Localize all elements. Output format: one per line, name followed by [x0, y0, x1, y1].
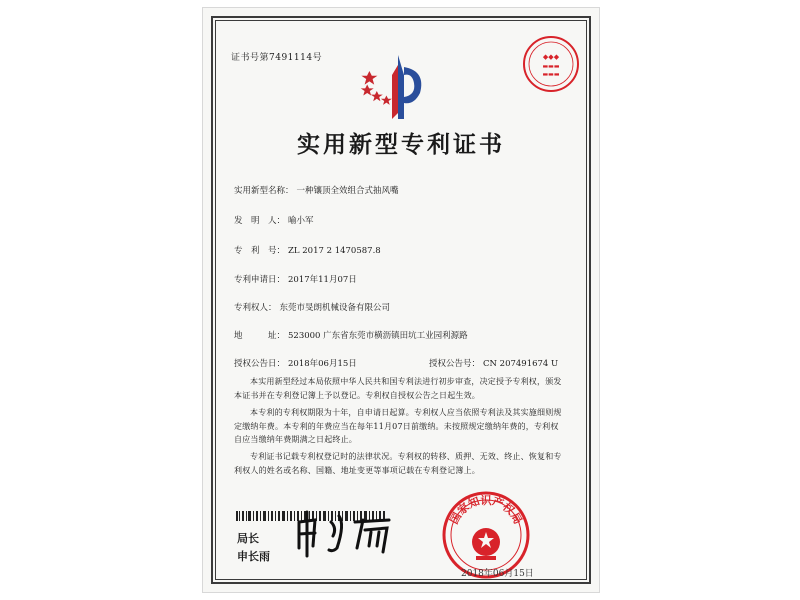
field-name-label: 实用新型名称：: [234, 186, 294, 196]
certificate-page: [203, 8, 599, 592]
field-name-value: 一种镶顶全效组合式抽风嘴: [296, 186, 399, 196]
patent-office-emblem-icon: [358, 53, 444, 123]
field-filing-date: [234, 273, 357, 285]
paragraph-2: 本专利的专利权期限为十年，自申请日起算。专利权人应当依照专利法及其实施细则规定缴纳年费。本专利的年费应当在每年11月07日前缴纳。未按照规定缴纳年费的，专利权自应当缴纳年费期满之日起终止。: [234, 408, 562, 444]
svg-text:▬▬▬: ▬▬▬: [542, 71, 560, 78]
field-patentee-value: 东莞市旻朗机械设备有限公司: [279, 303, 391, 313]
svg-text:◆◆◆: ◆◆◆: [542, 53, 560, 61]
svg-text:▬▬▬: ▬▬▬: [542, 63, 560, 70]
field-patentee-label: 专利权人：: [234, 303, 277, 313]
svg-text:国家知识产权局: [447, 493, 525, 526]
field-grant-date-value: 2018年06月15日: [288, 359, 357, 369]
director-name: 申长雨: [237, 550, 270, 563]
director-title: 局长: [237, 532, 259, 545]
field-address: [234, 329, 468, 341]
field-address-value: 523000 广东省东莞市横沥镇田坑工业园利源路: [288, 331, 468, 341]
paragraph-3: 专利证书记载专利权登记时的法律状况。专利权的转移、质押、无效、终止、恢复和专利权人的姓名或名称、国籍、地址变更等事项记载在专利登记簿上。: [234, 452, 562, 475]
field-patent-number-value: ZL 2017 2 1470587.8: [288, 246, 381, 256]
field-grant-date: [234, 357, 357, 369]
field-filing-date-label: 专利申请日：: [234, 275, 286, 285]
field-filing-date-value: 2017年11月07日: [288, 275, 357, 285]
field-patent-number: [234, 244, 381, 256]
paragraph-1: 本实用新型经过本局依照中华人民共和国专利法进行初步审查，决定授予专利权，颁发本证书并在专利登记簿上予以登记。专利权自授权公告之日起生效。: [234, 377, 562, 400]
seal-date: 2018年06月15日: [461, 569, 534, 579]
field-name: [234, 184, 399, 196]
director-signature: [293, 508, 403, 558]
field-inventor-value: 喻小军: [288, 216, 314, 226]
field-grant-number-label: 授权公告号：: [429, 359, 481, 369]
field-grant-number: [429, 357, 558, 369]
field-patentee: [234, 301, 390, 313]
field-grant-number-value: CN 207491674 U: [483, 359, 559, 369]
field-address-label: 地 址：: [234, 331, 286, 341]
certificate-number: 证书号第7491114号: [231, 53, 323, 63]
field-grant-date-label: 授权公告日：: [234, 359, 286, 369]
field-inventor-label: 发 明 人：: [234, 216, 286, 226]
seal-text: 国家知识产权局: [447, 494, 525, 527]
top-seal-icon: [521, 34, 581, 94]
field-inventor: [234, 214, 314, 226]
certificate-title: 实用新型专利证书: [297, 131, 505, 158]
field-patent-number-label: 专 利 号：: [234, 246, 286, 256]
